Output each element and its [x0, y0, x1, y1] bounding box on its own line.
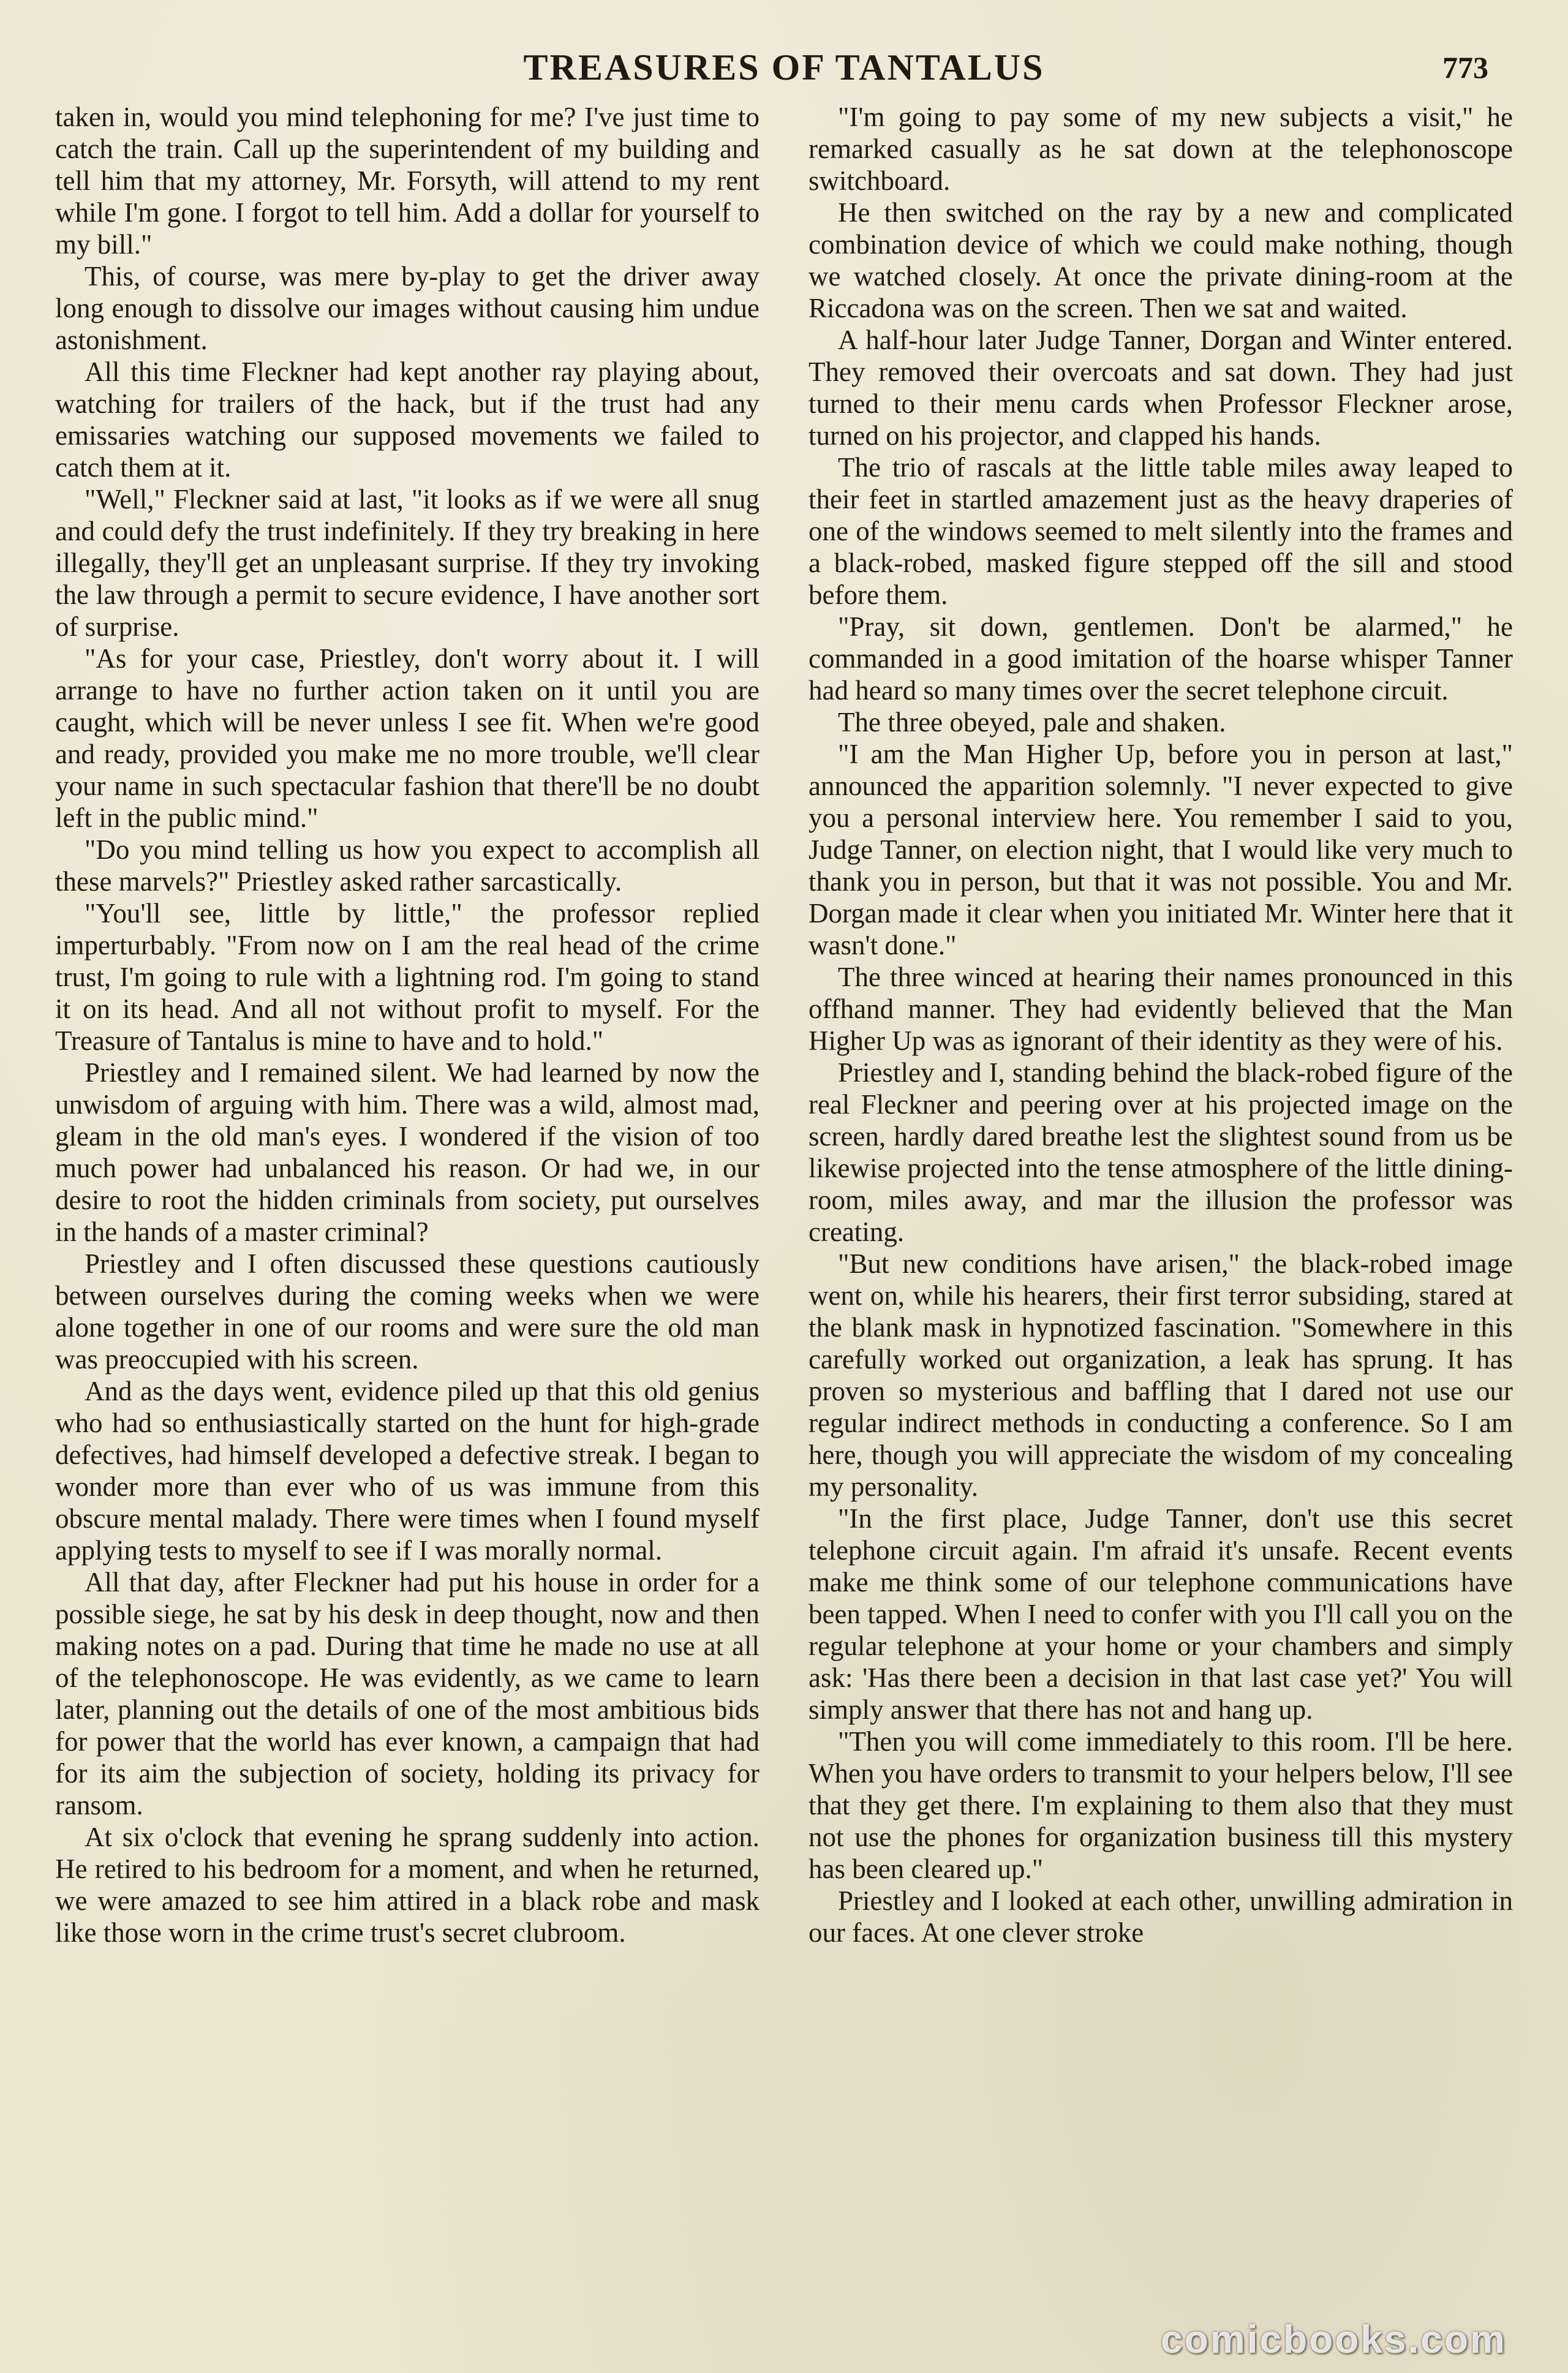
watermark: comicbooks.com — [1161, 2317, 1507, 2361]
paragraph: "In the first place, Judge Tanner, don't use this secret telephone circuit again. I'm afraid it's unsafe. Recent events make me think some of our telephone communications have been tapped. When I need to confer with you I'll call you on the regular telephone at your home or your chambers and simply ask: 'Has there been a decision in that last case yet?' You will simply answer that there has not and hang up. — [809, 1503, 1513, 1725]
paragraph: "You'll see, little by little," the professor replied imperturbably. "From now on I am the real head of the crime trust, I'm going to rule with a lightning rod. I'm going to stand it on its head. And all not without profit to myself. For the Treasure of Tantalus is mine to have and to hold." — [55, 898, 760, 1056]
paragraph: "I'm going to pay some of my new subjects a visit," he remarked casually as he sat down at the telephonoscope switchboard. — [809, 102, 1513, 196]
paragraph: Priestley and I looked at each other, unwilling admiration in our faces. At one clever stroke — [809, 1885, 1513, 1948]
paragraph: "But new conditions have arisen," the black-robed image went on, while his hearers, their first terror subsiding, stared at the blank mask in hypnotized fascination. "Somewhere in this carefully worked out organization, a leak has sprung. It has proven so mysterious and baffling that I dared not use our regular indirect methods in conducting a conference. So I am here, though you will appreciate the wisdom of my concealing my personality. — [809, 1248, 1513, 1502]
paragraph: This, of course, was mere by-play to get the driver away long enough to dissolve our images without causing him undue astonishment. — [55, 261, 760, 355]
paragraph: "Pray, sit down, gentlemen. Don't be alarmed," he commanded in a good imitation of the hoarse whisper Tanner had heard so many times over the secret telephone circuit. — [809, 611, 1513, 706]
paragraph: Priestley and I often discussed these questions cautiously between ourselves during the coming weeks when we were alone together in one of our rooms and were sure the old man was preoccupied with his screen. — [55, 1248, 760, 1375]
paragraph: And as the days went, evidence piled up that this old genius who had so enthusiastically started on the hunt for high-grade defectives, had himself developed a defective streak. I began to wonder more than ever who of us was immune from this obscure mental malady. There were times when I found myself applying tests to myself to see if I was morally normal. — [55, 1376, 760, 1566]
paragraph: At six o'clock that evening he sprang suddenly into action. He retired to his bedroom for a moment, and when he returned, we were amazed to see him attired in a black robe and mask like those worn in the crime trust's secret clubroom. — [55, 1822, 760, 1948]
text-columns — [55, 101, 1513, 2306]
paragraph: All this time Fleckner had kept another ray playing about, watching for trailers of the hack, but if the trust had any emissaries watching our supposed movements we failed to catch them at it. — [55, 357, 760, 483]
paragraph: The three obeyed, pale and shaken. — [838, 707, 1226, 738]
paragraph: The three winced at hearing their names pronounced in this offhand manner. They had evidently believed that the Man Higher Up was as ignorant of their identity as they were of his. — [809, 962, 1513, 1056]
paragraph: He then switched on the ray by a new and complicated combination device of which we could make nothing, though we watched closely. At once the private dining-room at the Riccadona was on the screen. Then we sat and waited. — [809, 197, 1513, 323]
left-column — [55, 101, 760, 2306]
paragraph: "Then you will come immediately to this room. I'll be here. When you have orders to transmit to your helpers below, I'll see that they get there. I'm explaining to them also that they must not use the phones for organization business till this mystery has been cleared up." — [809, 1726, 1513, 1884]
paragraph: Priestley and I, standing behind the black-robed figure of the real Fleckner and peering over at his projected image on the screen, hardly dared breathe lest the slightest sound from us be likewise projected into the tense atmosphere of the little dining-room, miles away, and mar the illusion the professor was creating. — [809, 1057, 1513, 1247]
paragraph: All that day, after Fleckner had put his house in order for a possible siege, he sat by his desk in deep thought, now and then making notes on a pad. During that time he made no use at all of the telephonoscope. He was evidently, as we came to learn later, planning out the details of one of the most ambitious bids for power that the world has ever known, a campaign that had for its aim the subjection of society, holding its privacy for ransom. — [55, 1567, 760, 1820]
page-header — [55, 43, 1513, 92]
paragraph: taken in, would you mind telephoning for me? I've just time to catch the train. Call up the superintendent of my building and tell him that my attorney, Mr. Forsyth, will attend to my rent while I'm gone. I forgot to tell him. Add a dollar for yourself to my bill." — [55, 102, 760, 260]
paragraph: The trio of rascals at the little table miles away leaped to their feet in startled amazement just as the heavy draperies of one of the windows seemed to melt silently into the frames and a black-robed, masked figure stepped off the sill and stood before them. — [809, 452, 1513, 610]
page-number: 773 — [1442, 50, 1488, 85]
running-title: TREASURES OF TANTALUS — [523, 47, 1045, 88]
paragraph: "Do you mind telling us how you expect to accomplish all these marvels?" Priestley asked rather sarcastically. — [55, 834, 760, 897]
paragraph: "Well," Fleckner said at last, "it looks as if we were all snug and could defy the trust indefinitely. If they try breaking in here illegally, they'll get an unpleasant surprise. If they try invoking the law through a permit to secure evidence, I have another sort of surprise. — [55, 484, 760, 642]
paragraph: A half-hour later Judge Tanner, Dorgan and Winter entered. They removed their overcoats and sat down. They had just turned to their menu cards when Professor Fleckner arose, turned on his projector, and clapped his hands. — [809, 325, 1513, 451]
paragraph: "As for your case, Priestley, don't worry about it. I will arrange to have no further action taken on it until you are caught, which will be never unless I see fit. When we're good and ready, provided you make me no more trouble, we'll clear your name in such spectacular fashion that there'll be no doubt left in the public mind." — [55, 643, 760, 833]
paragraph: "I am the Man Higher Up, before you in person at last," announced the apparition solemnly. "I never expected to give you a personal interview here. You remember I said to you, Judge Tanner, on election night, that I would like very much to thank you in person, but that it was not possible. You and Mr. Dorgan made it clear when you initiated Mr. Winter here that it wasn't done." — [809, 739, 1513, 960]
right-column — [809, 101, 1513, 2306]
paragraph: Priestley and I remained silent. We had learned by now the unwisdom of arguing with him. There was a wild, almost mad, gleam in the old man's eyes. I wondered if the vision of too much power had unbalanced his reason. Or had we, in our desire to root the hidden criminals from society, put ourselves in the hands of a master criminal? — [55, 1057, 760, 1247]
